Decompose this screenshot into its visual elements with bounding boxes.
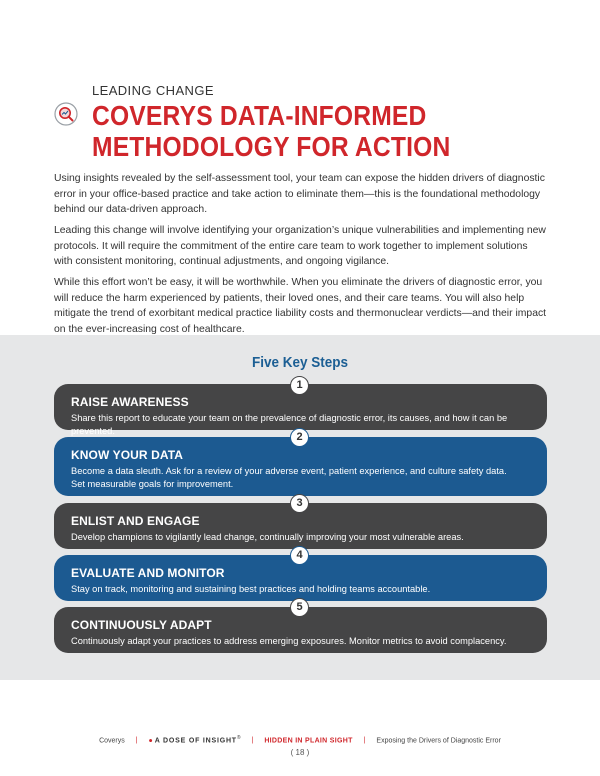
step-description: Share this report to educate your team on the prevalence of diagnostic error, its causes, and how it can be prevented.: [71, 413, 508, 436]
magnifier-chart-icon: [54, 102, 78, 126]
step-number-badge: 1: [290, 376, 309, 395]
eyebrow-label: LEADING CHANGE: [92, 83, 214, 98]
paragraph-3: While this effort won’t be easy, it will be worthwhile. When you eliminate the drivers of diagnostic error, you will reduce the harm experienced by patients, their loved ones, and their care teams. You will also help mitigate the trend of exorbitant medical practice liability costs and thermonuclear verdicts—and their impact on the ever-increasing cost of healthcare.: [54, 277, 547, 335]
step-description-line-2: Set measurable goals for improvement.: [71, 479, 234, 489]
step-number-badge: 4: [290, 546, 309, 565]
footer-dose-label: A DOSE OF INSIGHT: [154, 737, 237, 745]
brand-dot-icon: ●: [148, 737, 153, 745]
title-line-1: COVERYS DATA-INFORMED: [92, 100, 427, 131]
step-number-badge: 3: [290, 494, 309, 513]
page-title: [92, 100, 450, 162]
step-title: ENLIST AND ENGAGE: [71, 514, 200, 528]
step-description: [71, 465, 547, 491]
page-number: ( 18 ): [290, 748, 310, 757]
footer-divider: |: [135, 737, 138, 745]
step-description: Stay on track, monitoring and sustaining best practices and holding teams accountable.: [71, 584, 431, 594]
step-number-badge: 5: [290, 598, 309, 617]
step-description-line-1: Become a data sleuth. Ask for a review of your adverse event, patient experience, and culture safety data.: [71, 466, 507, 476]
step-number-badge: 2: [290, 428, 309, 447]
step-title: CONTINUOUSLY ADAPT: [71, 618, 212, 632]
footer-series: HIDDEN IN PLAIN SIGHT: [264, 737, 353, 745]
footer-divider: |: [363, 737, 366, 745]
step-title: EVALUATE AND MONITOR: [71, 566, 225, 580]
registered-mark: ®: [236, 735, 241, 741]
paragraph-2: Leading this change will involve identifying your organization’s unique vulnerabilities and implementing new protocols. It will require the commitment of the entire care team to work together to implement solutions with consistent monitoring, continual adjustments, and ongoing vigilance.: [54, 225, 546, 267]
step-title: KNOW YOUR DATA: [71, 448, 184, 462]
steps-heading: Five Key Steps: [251, 354, 349, 371]
body-text: [54, 171, 548, 343]
page-footer: [0, 735, 600, 744]
paragraph-1: Using insights revealed by the self-assessment tool, your team can expose the hidden drivers of diagnostic error in your office-based practice and take action to eliminate them—this is the foundational methodology behind our data-driven approach.: [54, 173, 545, 215]
title-line-2: METHODOLOGY FOR ACTION: [92, 131, 451, 162]
footer-subtitle: Exposing the Drivers of Diagnostic Error: [376, 737, 501, 745]
step-title: RAISE AWARENESS: [71, 395, 189, 409]
step-description: Develop champions to vigilantly lead change, continually improving your most vulnerable areas.: [71, 532, 464, 542]
footer-divider: |: [251, 737, 254, 745]
footer-company: Coverys: [99, 737, 125, 745]
step-description: Continuously adapt your practices to address emerging exposures. Monitor metrics to avoid complacency.: [71, 636, 507, 646]
